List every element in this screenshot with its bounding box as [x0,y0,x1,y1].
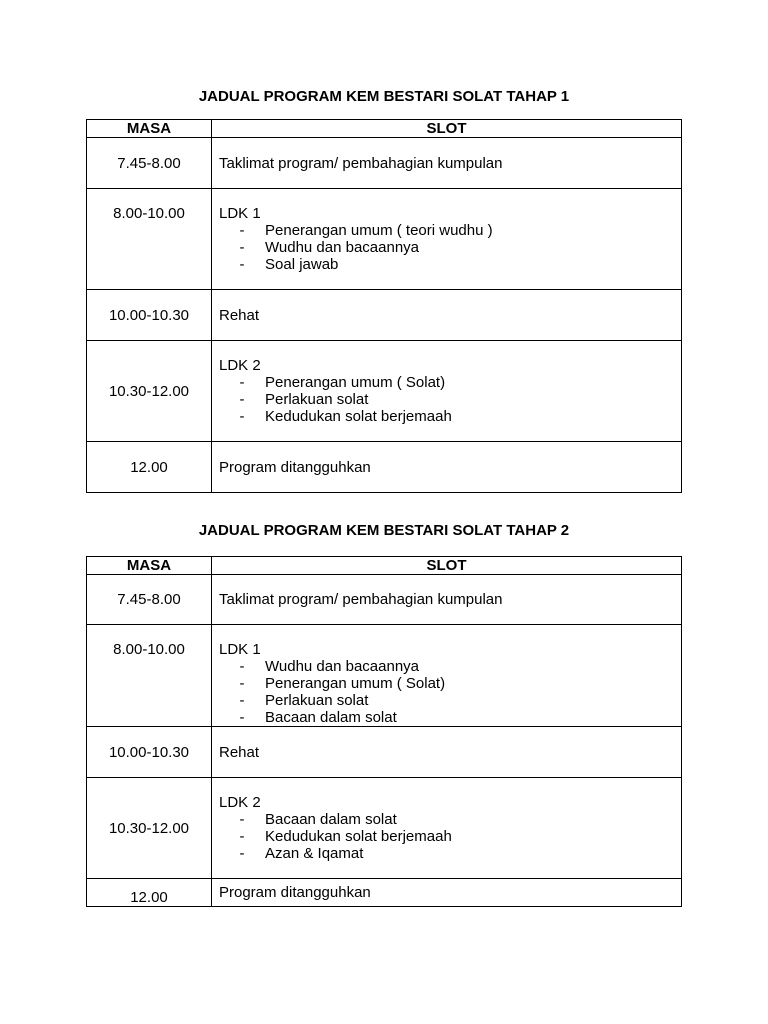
header-masa: MASA [87,557,212,575]
list-item [219,828,681,845]
list-item-text: Perlakuan solat [265,391,369,408]
bullet-dash: - [239,408,245,425]
schedule-table-1 [86,119,682,493]
slot-cell: Taklimat program/ pembahagian kumpulan [212,575,682,625]
table-row [87,625,682,727]
slot-title: LDK 1 [219,641,261,658]
bullet-dash: - [239,374,245,391]
table-row [87,778,682,879]
slot-cell: Program ditangguhkan [212,879,682,907]
list-item-text: Bacaan dalam solat [265,709,397,726]
bullet-dash: - [239,391,245,408]
list-item [219,709,681,726]
table-row [87,341,682,442]
time-cell: 8.00-10.00 [87,189,212,290]
slot-cell [212,189,682,290]
list-item [219,845,681,862]
list-item-text: Bacaan dalam solat [265,811,397,828]
list-item-text: Soal jawab [265,256,339,273]
table-row [87,138,682,189]
time-cell: 10.30-12.00 [87,778,212,879]
list-item [219,374,681,391]
slot-cell: Rehat [212,290,682,341]
bullet-dash: - [239,239,245,256]
bullet-dash: - [239,222,245,239]
list-item-text: Wudhu dan bacaannya [265,239,420,256]
bullet-dash: - [239,675,245,692]
table1-title: JADUAL PROGRAM KEM BESTARI SOLAT TAHAP 1 [198,88,570,105]
table2-title: JADUAL PROGRAM KEM BESTARI SOLAT TAHAP 2 [198,522,570,539]
time-cell: 10.00-10.30 [87,727,212,778]
bullet-dash: - [239,845,245,862]
time-cell: 7.45-8.00 [87,575,212,625]
header-row [87,120,682,138]
list-item-text: Penerangan umum ( Solat) [265,374,446,391]
bullet-dash: - [239,811,245,828]
table-row [87,575,682,625]
list-item [219,675,681,692]
time-cell: 10.30-12.00 [87,341,212,442]
time-cell: 8.00-10.00 [87,625,212,727]
time-cell: 10.00-10.30 [87,290,212,341]
slot-cell [212,341,682,442]
table-row [87,442,682,493]
bullet-dash: - [239,256,245,273]
time-cell: 12.00 [87,442,212,493]
list-item [219,811,681,828]
slot-title: LDK 2 [219,794,261,811]
bullet-dash: - [239,828,245,845]
bullet-dash: - [239,658,245,675]
list-item-text: Azan & Iqamat [265,845,364,862]
slot-cell [212,625,682,727]
header-masa: MASA [87,120,212,138]
list-item [219,658,681,675]
list-item-text: Wudhu dan bacaannya [265,658,420,675]
list-item [219,692,681,709]
table-row [87,189,682,290]
slot-title: LDK 2 [219,357,261,374]
list-item [219,408,681,425]
table-row [87,879,682,907]
schedule-table-2 [86,556,682,907]
list-item [219,222,681,239]
slot-cell: Program ditangguhkan [212,442,682,493]
time-cell: 7.45-8.00 [87,138,212,189]
time-cell: 12.00 [87,879,212,907]
list-item-text: Kedudukan solat berjemaah [265,408,452,425]
slot-title: LDK 1 [219,205,261,222]
bullet-dash: - [239,709,245,726]
list-item-text: Perlakuan solat [265,692,369,709]
list-item-text: Kedudukan solat berjemaah [265,828,452,845]
header-row [87,557,682,575]
list-item [219,239,681,256]
list-item-text: Penerangan umum ( Solat) [265,675,446,692]
bullet-dash: - [239,692,245,709]
table-row [87,727,682,778]
slot-cell [212,778,682,879]
slot-cell: Taklimat program/ pembahagian kumpulan [212,138,682,189]
header-slot: SLOT [212,557,682,575]
slot-cell: Rehat [212,727,682,778]
list-item [219,256,681,273]
list-item [219,391,681,408]
table-row [87,290,682,341]
header-slot: SLOT [212,120,682,138]
list-item-text: Penerangan umum ( teori wudhu ) [265,222,493,239]
